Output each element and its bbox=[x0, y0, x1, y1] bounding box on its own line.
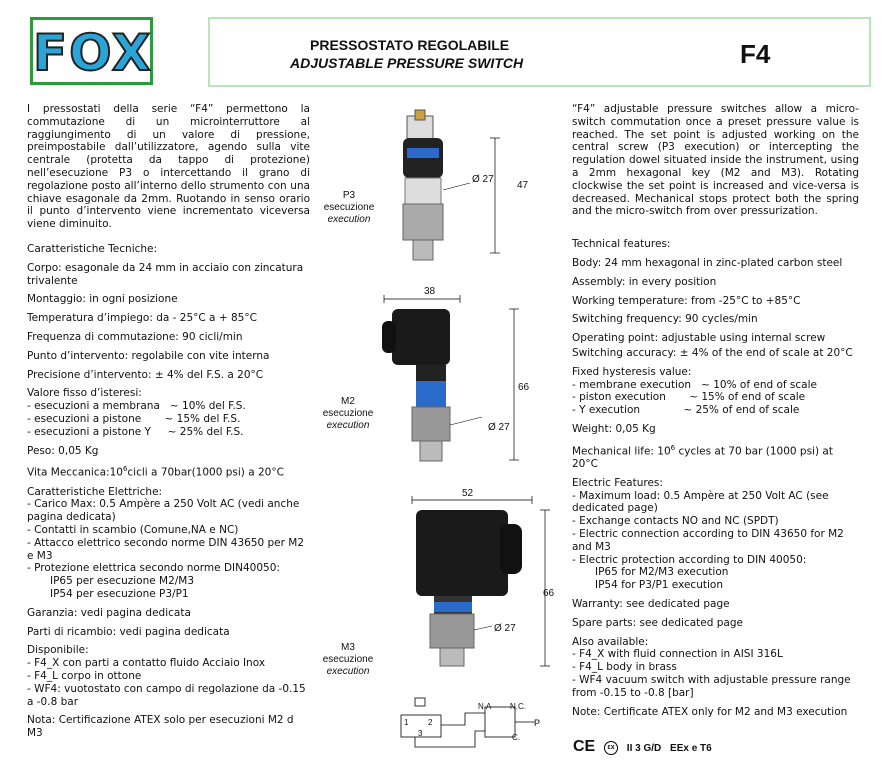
italian-column bbox=[27, 103, 310, 746]
hyst-line-it: - esecuzioni a membrana ~ 10% del F.S. bbox=[27, 400, 246, 413]
elec-title-it: Caratteristiche Elettriche: bbox=[27, 485, 163, 498]
assembly-en: Assembly: in every position bbox=[572, 275, 717, 288]
schematic-terminal-1: 1 bbox=[404, 718, 409, 727]
electric-it: Caratteristiche Elettriche: - Carico Max: 0.5 Ampère a 250 Volt AC (vedi anche pagina dedicata) - Contatti in scambio (Comune,NA e NC) - Attacco elettrico secondo norme DIN 43650 per M2 e M3 - Protezione elettrica secondo norme DIN40050: IP65 per esecuzione M2/M3 IP54 per esecuzione P3/P1 bbox=[27, 486, 310, 601]
schematic-na: N.A bbox=[478, 702, 492, 711]
hyst-line-it: - esecuzioni a pistone ~ 15% del F.S. bbox=[27, 412, 241, 425]
m2-label: M2 esecuzione execution bbox=[322, 396, 374, 431]
body-en: Body: 24 mm hexagonal in zinc-plated carbon steel bbox=[572, 256, 843, 269]
m2-height: 66 bbox=[518, 382, 530, 393]
hyst-title-it: Valore fisso d’isteresi: bbox=[27, 387, 142, 400]
temp-it: Temperatura d’impiego: da - 25°C a + 85°C bbox=[27, 312, 257, 325]
m2-product-image bbox=[372, 295, 532, 475]
p3-height: 47 bbox=[517, 180, 529, 191]
intro-it: I pressostati della serie “F4” permettono la commutazione di un microinterruttore al raggiungimento di un valore di pressione, preimpostabile dall’utilizzatore, agendo sulla vite centrale (protetta da tappo di protezione) nell’esecuzione P3 o intercettando il grano di regolazione posto all’interno dello strumento con una chiave esagonale da 2mm. Ruotando in senso orario il punto d’intervento viene incrementato viceversa viene diminuito. bbox=[27, 103, 310, 231]
logo-text: FOX bbox=[33, 24, 153, 82]
ce-mark: CE bbox=[573, 738, 596, 755]
intro-en: “F4” adjustable pressure switches allow a micro-switch commutation once a preset pressure value is reached. The set point is adjusted working on the central screw (P3 execution) or intercepting the regulation dowel situated inside the instrument, using a 2mm hexagonal key (M2 and M3). Rotating clockwise the set point is increased and vice-versa is decreased. Mechanical stops protect both the spring and the micro-switch from over pressurization. bbox=[572, 103, 859, 218]
life-it: Vita $Meccanica:10^6cicli$ a 70bar(1000 psi) a 20°C bbox=[27, 465, 284, 479]
freq-en: Switching frequency: 90 cycles/min bbox=[572, 313, 758, 326]
note-en: Note: Certificate ATEX only for M2 and M3 execution bbox=[572, 705, 848, 718]
electric-en: Electric Features: - Maximum load: 0.5 Ampère at 250 Volt AC (see dedicated page) - Exchange contacts NO and NC (SPDT) - Electric connection according to DIN 43650 for M2 and M3 - Electric protection according to DIN 40050: IP65 for M2/M3 execution IP54 for P3/P1 execution bbox=[572, 476, 844, 592]
m3-height: 66 bbox=[543, 588, 555, 599]
p3-label: P3 esecuzione execution bbox=[323, 190, 375, 225]
precision-en: Switching accuracy: ± 4% of the end of scale at 20°C bbox=[572, 346, 853, 359]
atex-class: II 3 G/D bbox=[626, 743, 662, 754]
title-italian: PRESSOSTATO REGOLABILE bbox=[310, 37, 510, 53]
schematic-p: P bbox=[534, 718, 541, 728]
life-en: Mechanical life: $10^6$ cycles at 70 bar (1000 psi) at 20°C bbox=[572, 443, 833, 471]
setpoint-it: Punto d’intervento: regolabile con vite interna bbox=[27, 349, 270, 362]
fox-logo bbox=[30, 17, 153, 85]
spares-it: Parti di ricambio: vedi pagina dedicata bbox=[27, 625, 230, 638]
ex-icon: εx bbox=[604, 741, 618, 755]
mounting-it: Montaggio: in ogni posizione bbox=[27, 293, 178, 306]
tech-title-en: Technical features: bbox=[572, 238, 671, 251]
schematic-terminal-2: 2 bbox=[428, 718, 433, 727]
hyst-line-it: - esecuzioni a pistone Y ~ 25% del F.S. bbox=[27, 425, 244, 438]
warranty-it: Garanzia: vedi pagina dedicata bbox=[27, 606, 191, 619]
m3-width: 52 bbox=[462, 488, 474, 499]
tech-title-it: Caratteristiche Tecniche: bbox=[27, 242, 158, 255]
op-en: Operating point: adjustable using internal screw bbox=[572, 332, 826, 345]
m3-product-image bbox=[400, 494, 560, 674]
m2-width: 38 bbox=[424, 286, 436, 297]
p3-product-image bbox=[395, 108, 535, 268]
title-english: ADJUSTABLE PRESSURE SWITCH bbox=[290, 55, 524, 71]
freq-it: Frequenza di commutazione: 90 cicli/min bbox=[27, 330, 243, 343]
precision-it: Precisione d’intervento: ± 4% del F.S. a 20°C bbox=[27, 368, 264, 381]
p3-diameter: Ø 27 bbox=[472, 174, 494, 185]
title-box bbox=[208, 17, 871, 87]
available-it: Disponibile: - F4_X con parti a contatto fluido Acciaio Inox - F4_L corpo in ottone - WF4: vuotostato con campo di regolazione da -0.15 a -0.8 bar bbox=[27, 644, 306, 708]
spares-en: Spare parts: see dedicated page bbox=[572, 616, 743, 629]
weight-en: Weight: 0,05 Kg bbox=[572, 422, 656, 435]
english-column bbox=[572, 103, 859, 724]
schematic-nc: N.C. bbox=[510, 702, 526, 711]
body-it: Corpo: esagonale da 24 mm in acciaio con zincatura trivalente bbox=[27, 261, 304, 287]
model-code: F4 bbox=[740, 39, 771, 69]
hysteresis-en: Fixed hysteresis value: - membrane execution ~ 10% of end of scale - piston execution ~ 15% of end of scale - Y execution ~ 25% of end of scale bbox=[572, 365, 817, 417]
hysteresis-it bbox=[27, 387, 310, 438]
schematic-c: C. bbox=[512, 733, 520, 742]
m3-label: M3 esecuzione execution bbox=[322, 642, 374, 677]
schematic-terminal-3: 3 bbox=[418, 729, 423, 738]
m2-diameter: Ø 27 bbox=[488, 422, 510, 433]
m3-diameter: Ø 27 bbox=[494, 623, 516, 634]
eex-class: EEx e T6 bbox=[670, 743, 712, 754]
temp-en: Working temperature: from -25°C to +85°C bbox=[572, 294, 801, 307]
note-it: Nota: Certificazione ATEX solo per esecuzioni M2 d M3 bbox=[27, 714, 294, 740]
available-en: Also available: - F4_X with fluid connection in AISI 316L - F4_L body in brass - WF4 vacuum switch with adjustable pressure range from -0.15 to -0.8 [bar] bbox=[572, 635, 851, 699]
warranty-en: Warranty: see dedicated page bbox=[572, 598, 730, 610]
weight-it: Peso: 0,05 Kg bbox=[27, 444, 99, 457]
certifications bbox=[573, 738, 718, 756]
